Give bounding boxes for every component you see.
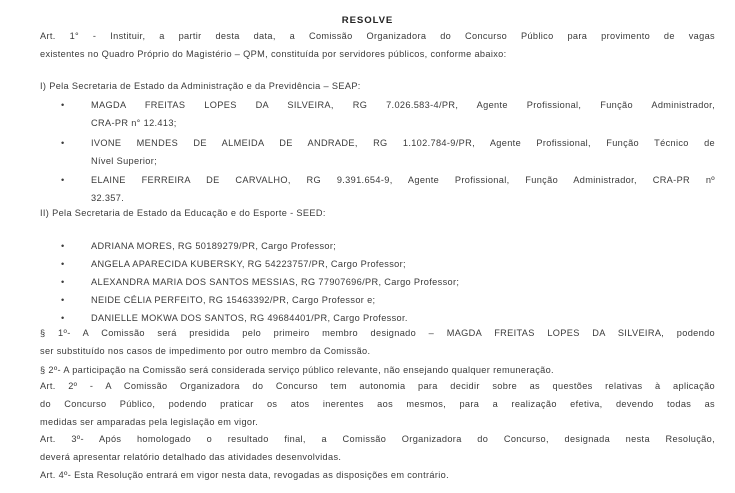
seap-member-3-line1: ELAINE FERREIRA DE CARVALHO, RG 9.391.654-9, Agente Profissional, Função Administrador, CRA-PR nº	[91, 175, 715, 185]
art1-line1: Art. 1° - Instituir, a partir desta data, a Comissão Organizadora do Concurso Público para provimento de vagas	[40, 31, 715, 41]
seed-member-4: NEIDE CÉLIA PERFEITO, RG 15463392/PR, Cargo Professor e;	[91, 295, 376, 305]
seed-member-5: DANIELLE MOKWA DOS SANTOS, RG 49684401/PR, Cargo Professor.	[91, 313, 408, 323]
art3-line2: deverá apresentar relatório detalhado das atividades desenvolvidas.	[40, 452, 342, 462]
paragraph2: § 2º- A participação na Comissão será considerada serviço público relevante, não ensejando qualquer remuneração.	[40, 365, 554, 375]
bullet-icon: •	[61, 100, 65, 110]
bullet-icon: •	[61, 259, 65, 269]
seed-member-3: ALEXANDRA MARIA DOS SANTOS MESSIAS, RG 77907696/PR, Cargo Professor;	[91, 277, 460, 287]
art2-line2: do Concurso Público, podendo praticar os atos inerentes aos mesmos, para a realização efetiva, devendo todas as	[40, 399, 715, 409]
art2-line3: medidas ser amparadas pela legislação em vigor.	[40, 417, 259, 427]
section2-heading: II) Pela Secretaria de Estado da Educação e do Esporte - SEED:	[40, 208, 326, 218]
bullet-icon: •	[61, 241, 65, 251]
art4: Art. 4º- Esta Resolução entrará em vigor nesta data, revogadas as disposições em contrário.	[40, 470, 450, 480]
document-title: RESOLVE	[341, 15, 394, 26]
art2-line1: Art. 2º - A Comissão Organizadora do Concurso tem autonomia para decidir sobre as questões relativas à aplicação	[40, 381, 715, 391]
seap-member-3-line2: 32.357.	[91, 193, 125, 203]
bullet-icon: •	[61, 277, 65, 287]
seed-member-2: ANGELA APARECIDA KUBERSKY, RG 54223757/PR, Cargo Professor;	[91, 259, 406, 269]
seap-member-1-line1: MAGDA FREITAS LOPES DA SILVEIRA, RG 7.026.583-4/PR, Agente Profissional, Função Administrador,	[91, 100, 715, 110]
seap-member-1-line2: CRA-PR n° 12.413;	[91, 118, 177, 128]
art1-line2: existentes no Quadro Próprio do Magistério – QPM, constituída por servidores públicos, conforme abaixo:	[40, 49, 507, 59]
bullet-icon: •	[61, 313, 65, 323]
seap-member-2-line2: Nível Superior;	[91, 156, 158, 166]
seed-member-1: ADRIANA MORES, RG 50189279/PR, Cargo Professor;	[91, 241, 337, 251]
paragraph1-line2: ser substituído nos casos de impedimento por outro membro da Comissão.	[40, 346, 371, 356]
paragraph1-line1: § 1º- A Comissão será presidida pelo primeiro membro designado – MAGDA FREITAS LOPES DA SILVEIRA, podendo	[40, 328, 715, 338]
bullet-icon: •	[61, 295, 65, 305]
bullet-icon: •	[61, 138, 65, 148]
bullet-icon: •	[61, 175, 65, 185]
section1-heading: I) Pela Secretaria de Estado da Administração e da Previdência – SEAP:	[40, 81, 361, 91]
seap-member-2-line1: IVONE MENDES DE ALMEIDA DE ANDRADE, RG 1.102.784-9/PR, Agente Profissional, Função Técnico de	[91, 138, 715, 148]
art3-line1: Art. 3º- Após homologado o resultado final, a Comissão Organizadora do Concurso, designada nesta Resolução,	[40, 434, 715, 444]
